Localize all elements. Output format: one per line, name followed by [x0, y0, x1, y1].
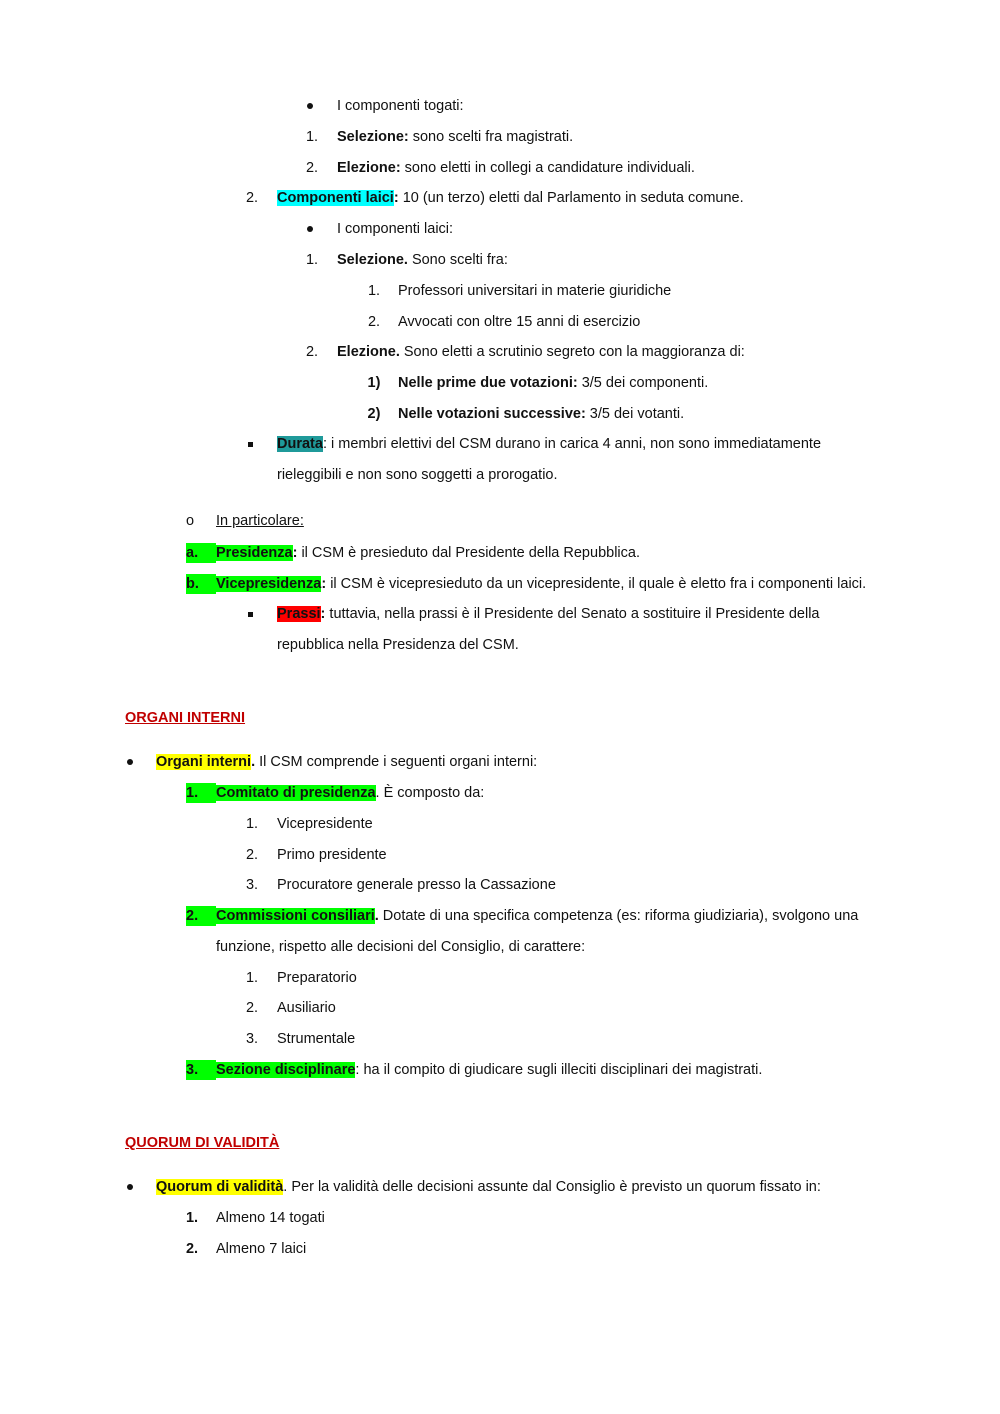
text: . Per la validità delle decisioni assunte dal Consiglio è previsto un quorum fissato in: — [283, 1179, 821, 1195]
term: Presidenza — [216, 545, 293, 561]
list-num: 3. — [186, 1060, 216, 1080]
list-num: 2. — [245, 1000, 259, 1016]
list-num: 2. — [245, 847, 259, 863]
laici-elezione — [337, 342, 745, 362]
colon: : — [321, 576, 327, 592]
list-num: 3. — [245, 877, 259, 893]
votazioni-prime — [398, 373, 708, 393]
votazioni-successive — [398, 404, 684, 424]
list-item: Strumentale — [277, 1031, 356, 1047]
list-num: 3. — [245, 1031, 259, 1047]
comitato-presidenza — [216, 783, 484, 803]
avvocati: Avvocati con oltre 15 anni di esercizio — [398, 314, 641, 330]
term: Componenti laici — [277, 190, 394, 206]
colon: : — [320, 606, 326, 622]
term: Comitato di presidenza — [216, 785, 376, 801]
list-num: 1. — [245, 970, 259, 986]
term: Selezione. — [337, 252, 408, 268]
organi-intro — [156, 752, 537, 772]
text: sono scelti fra magistrati. — [408, 129, 574, 145]
commissioni-consiliari — [216, 906, 858, 926]
list-item: Almeno 7 laici — [216, 1241, 307, 1257]
list-num: 1. — [367, 283, 381, 299]
list-num: 2. — [305, 160, 319, 176]
bullet-dot — [300, 96, 320, 116]
section-heading-quorum: QUORUM DI VALIDITÀ — [125, 1135, 280, 1151]
list-num: 2. — [185, 1241, 199, 1257]
term: Organi interni — [156, 754, 252, 770]
text: Sono eletti a scrutinio segreto con la maggioranza di: — [399, 344, 745, 360]
durata — [277, 434, 821, 454]
text: Dotate di una specifica competenza (es: riforma giudiziaria), svolgono una — [378, 908, 859, 924]
list-num: 1. — [305, 252, 319, 268]
in-particolare: In particolare: — [216, 513, 304, 529]
prassi — [277, 604, 819, 624]
list-num: 1) — [367, 375, 381, 391]
list-letter: a. — [186, 543, 216, 563]
text: Il CSM comprende i seguenti organi interni: — [255, 754, 538, 770]
text: : ha il compito di giudicare sugli illeciti disciplinari dei magistrati. — [355, 1062, 763, 1078]
text: 10 (un terzo) eletti dal Parlamento in seduta comune. — [398, 190, 744, 206]
quorum-intro — [156, 1177, 821, 1197]
term: Prassi — [277, 606, 321, 622]
list-num: 1. — [185, 1210, 199, 1226]
list-letter: b. — [186, 574, 216, 594]
sezione-disciplinare — [216, 1060, 762, 1080]
componenti-laici — [277, 188, 744, 208]
section-heading-organi: ORGANI INTERNI — [125, 710, 246, 726]
text: : i membri elettivi del CSM durano in carica 4 anni, non sono immediatamente — [322, 436, 822, 452]
list-item: Ausiliario — [277, 1000, 336, 1016]
list-num: 2. — [186, 906, 216, 926]
bullet-dot — [300, 219, 320, 239]
term: Quorum di validità — [156, 1179, 284, 1195]
dot: . — [251, 754, 256, 770]
list-item: Preparatorio — [277, 970, 357, 986]
colon: : — [292, 545, 298, 561]
term: Durata — [277, 436, 323, 452]
text: 3/5 dei votanti. — [585, 406, 685, 422]
bullet-dot — [120, 752, 140, 772]
term: Elezione: — [337, 160, 401, 176]
bullet-square — [240, 604, 260, 624]
bullet-dot — [120, 1177, 140, 1197]
text: 3/5 dei componenti. — [577, 375, 709, 391]
professori: Professori universitari in materie giuridiche — [398, 283, 672, 299]
term: Elezione. — [337, 344, 400, 360]
text: il CSM è presieduto dal Presidente della Repubblica. — [297, 545, 640, 561]
togati-elezione — [337, 158, 695, 178]
durata-cont: rieleggibili e non sono soggetti a prorogatio. — [277, 467, 558, 483]
term: Sezione disciplinare — [216, 1062, 356, 1078]
laici-label: I componenti laici: — [337, 221, 454, 237]
commissioni-cont: funzione, rispetto alle decisioni del Consiglio, di carattere: — [216, 939, 586, 955]
term: Vicepresidenza — [216, 576, 322, 592]
list-num: 2. — [367, 314, 381, 330]
term: Commissioni consiliari — [216, 908, 375, 924]
dot: . — [374, 908, 379, 924]
colon: : — [393, 190, 399, 206]
list-num: 1. — [186, 783, 216, 803]
list-item: Primo presidente — [277, 847, 387, 863]
text: il CSM è vicepresieduto da un vicepresidente, il quale è eletto fra i componenti laici. — [326, 576, 867, 592]
bullet-circle: o — [185, 513, 195, 529]
list-num: 1. — [245, 816, 259, 832]
list-item: Almeno 14 togati — [216, 1210, 325, 1226]
list-item: Vicepresidente — [277, 816, 373, 832]
laici-selezione — [337, 250, 508, 270]
togati-selezione — [337, 127, 573, 147]
term: Selezione: — [337, 129, 409, 145]
term: Nelle votazioni successive: — [398, 406, 586, 422]
presidenza — [216, 543, 640, 563]
bullet-square — [240, 434, 260, 454]
text: tuttavia, nella prassi è il Presidente del Senato a sostituire il Presidente della — [325, 606, 820, 622]
list-num: 1. — [305, 129, 319, 145]
term: Nelle prime due votazioni: — [398, 375, 578, 391]
vicepresidenza — [216, 574, 866, 594]
list-item: Procuratore generale presso la Cassazione — [277, 877, 556, 893]
text: sono eletti in collegi a candidature individuali. — [400, 160, 695, 176]
list-num: 2. — [305, 344, 319, 360]
prassi-cont: repubblica nella Presidenza del CSM. — [277, 637, 519, 653]
list-num: 2) — [367, 406, 381, 422]
text: . È composto da: — [375, 785, 485, 801]
togati-label: I componenti togati: — [337, 98, 464, 114]
text: Sono scelti fra: — [407, 252, 508, 268]
list-num: 2. — [245, 190, 259, 206]
